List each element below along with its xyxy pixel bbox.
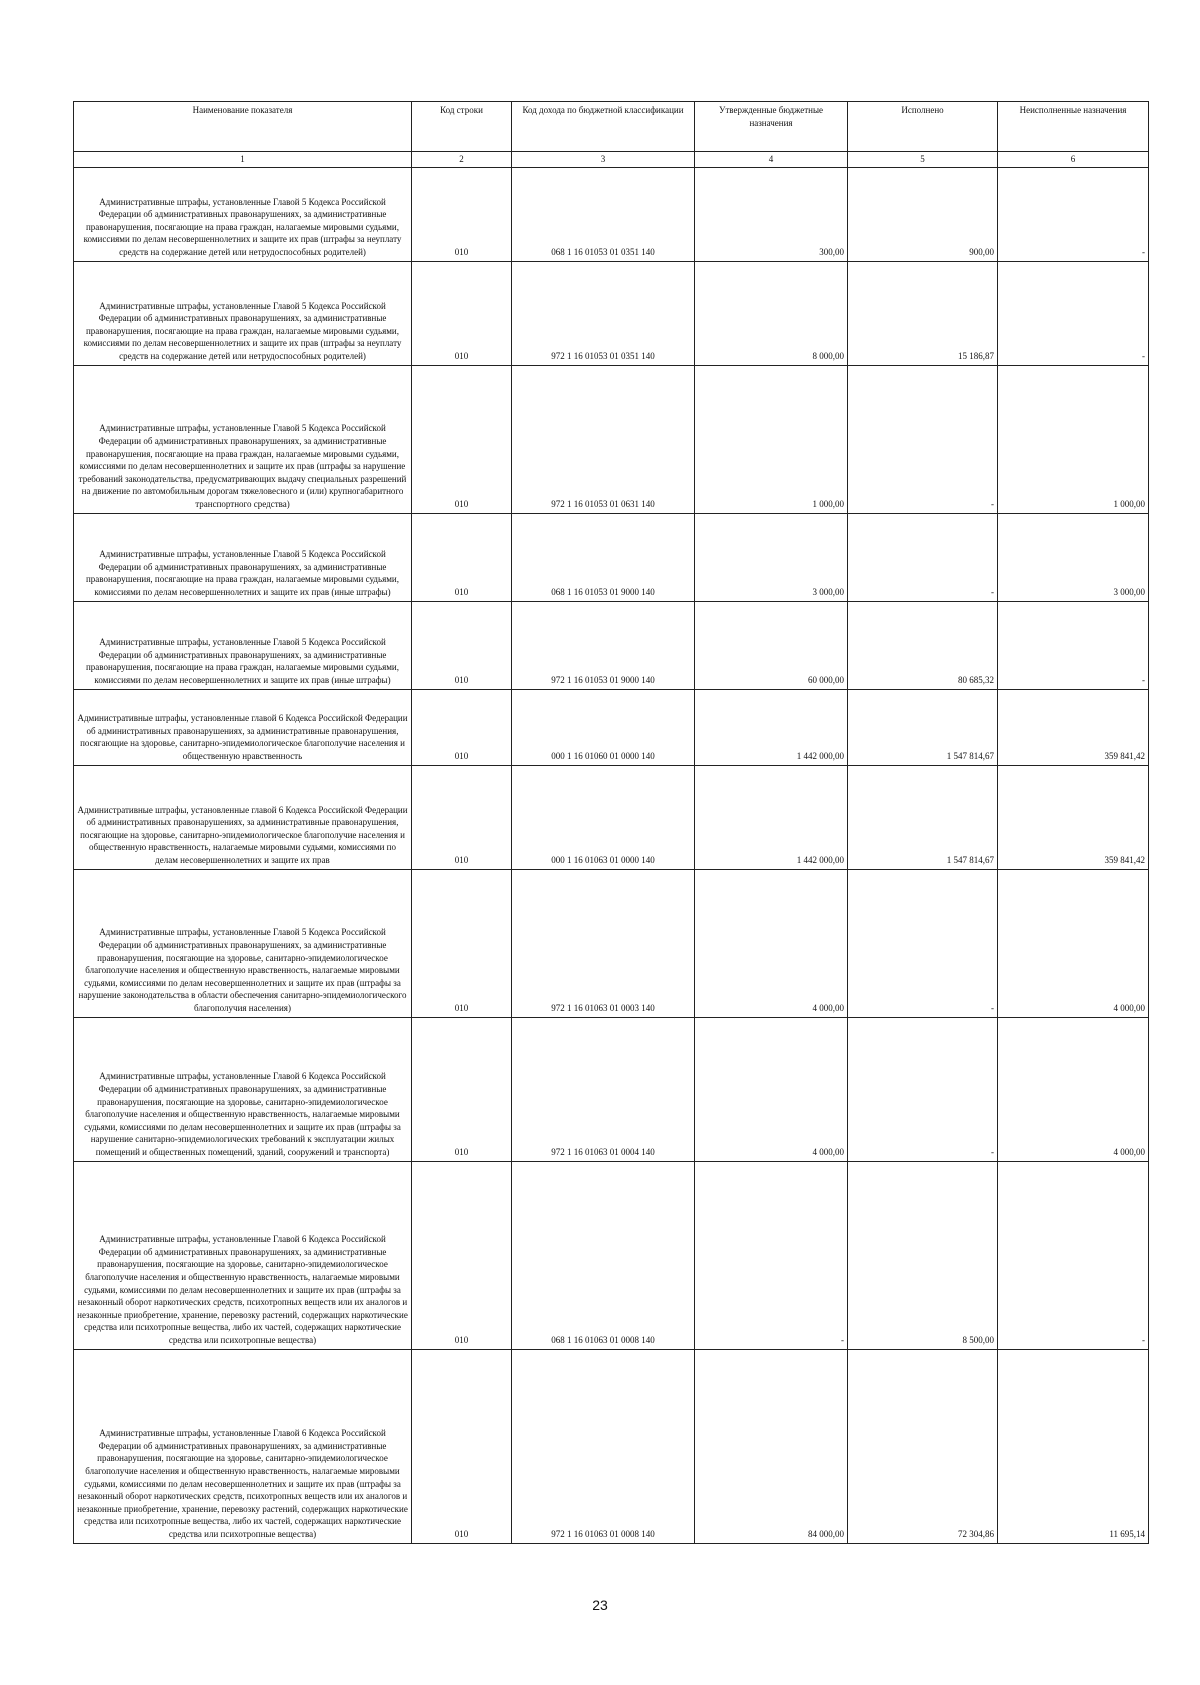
indicator-name: Административные штрафы, установленные Главой 6 Кодекса Российской Федерации об административных правонарушениях, за административные правонарушения, посягающие на здоровье, санитарно-эпидемиологическое благополучие населения и общественную нравственность, налагаемые мировыми судьями, комиссиями по делам несовершеннолетних и защите их прав (штрафы за незаконный оборот наркотических средств, психотропных веществ или их аналогов и незаконные приобретение, хранение, перевозку растений, содержащих наркотические средства или психотропные вещества, либо их частей, содержащих наркотические средства или психотропные вещества) <box>74 1349 412 1543</box>
table-row <box>74 1161 1149 1349</box>
unexecuted-amount: - <box>998 601 1149 689</box>
income-code: 068 1 16 01063 01 0008 140 <box>512 1161 695 1349</box>
income-code: 972 1 16 01063 01 0004 140 <box>512 1017 695 1161</box>
row-code: 010 <box>412 1349 512 1543</box>
table-row <box>74 365 1149 513</box>
executed-amount: 72 304,86 <box>848 1349 998 1543</box>
indicator-name: Административные штрафы, установленные главой 6 Кодекса Российской Федерации об административных правонарушениях, за административные правонарушения, посягающие на здоровье, санитарно-эпидемиологическое благополучие населения и общественную нравственность <box>74 689 412 765</box>
header-indicator-name: Наименование показателя <box>74 102 412 152</box>
executed-amount: - <box>848 869 998 1017</box>
indicator-name: Административные штрафы, установленные главой 6 Кодекса Российской Федерации об административных правонарушениях, за административные правонарушения, посягающие на здоровье, санитарно-эпидемиологическое благополучие населения и общественную нравственность, налагаемые мировыми судьями, комиссиями по делам несовершеннолетних и защите их прав <box>74 765 412 869</box>
approved-amount: 4 000,00 <box>695 1017 848 1161</box>
column-number: 2 <box>412 152 512 168</box>
indicator-name: Административные штрафы, установленные Главой 5 Кодекса Российской Федерации об административных правонарушениях, за административные правонарушения, посягающие на здоровье, санитарно-эпидемиологическое благополучие населения и общественную нравственность, налагаемые мировыми судьями, комиссиями по делам несовершеннолетних и защите их прав (штрафы за нарушение законодательства в области обеспечения санитарно-эпидемиологического благополучия населения) <box>74 869 412 1017</box>
table-row <box>74 869 1149 1017</box>
unexecuted-amount: 359 841,42 <box>998 765 1149 869</box>
income-code: 068 1 16 01053 01 9000 140 <box>512 513 695 601</box>
header-row-code: Код строки <box>412 102 512 152</box>
unexecuted-amount: 359 841,42 <box>998 689 1149 765</box>
table-row <box>74 513 1149 601</box>
approved-amount: 1 000,00 <box>695 365 848 513</box>
approved-amount: 1 442 000,00 <box>695 689 848 765</box>
approved-amount: 3 000,00 <box>695 513 848 601</box>
unexecuted-amount: 3 000,00 <box>998 513 1149 601</box>
row-code: 010 <box>412 167 512 261</box>
unexecuted-amount: 4 000,00 <box>998 869 1149 1017</box>
executed-amount: 80 685,32 <box>848 601 998 689</box>
income-code: 000 1 16 01060 01 0000 140 <box>512 689 695 765</box>
budget-execution-table <box>73 101 1149 1544</box>
income-code: 972 1 16 01053 01 9000 140 <box>512 601 695 689</box>
unexecuted-amount: - <box>998 167 1149 261</box>
approved-amount: 84 000,00 <box>695 1349 848 1543</box>
indicator-name: Административные штрафы, установленные Главой 5 Кодекса Российской Федерации об административных правонарушениях, за административные правонарушения, посягающие на права граждан, налагаемые мировыми судьями, комиссиями по делам несовершеннолетних и защите их прав (иные штрафы) <box>74 601 412 689</box>
row-code: 010 <box>412 365 512 513</box>
executed-amount: - <box>848 365 998 513</box>
unexecuted-amount: - <box>998 1161 1149 1349</box>
income-code: 972 1 16 01053 01 0351 140 <box>512 261 695 365</box>
executed-amount: 15 186,87 <box>848 261 998 365</box>
unexecuted-amount: 11 695,14 <box>998 1349 1149 1543</box>
approved-amount: 60 000,00 <box>695 601 848 689</box>
row-code: 010 <box>412 261 512 365</box>
header-income-code: Код дохода по бюджетной классификации <box>512 102 695 152</box>
executed-amount: 1 547 814,67 <box>848 765 998 869</box>
table-row <box>74 167 1149 261</box>
income-code: 972 1 16 01063 01 0008 140 <box>512 1349 695 1543</box>
income-code: 972 1 16 01053 01 0631 140 <box>512 365 695 513</box>
unexecuted-amount: 1 000,00 <box>998 365 1149 513</box>
header-approved: Утвержденные бюджетные назначения <box>695 102 848 152</box>
unexecuted-amount: 4 000,00 <box>998 1017 1149 1161</box>
column-number: 4 <box>695 152 848 168</box>
column-number: 1 <box>74 152 412 168</box>
executed-amount: - <box>848 1017 998 1161</box>
income-code: 068 1 16 01053 01 0351 140 <box>512 167 695 261</box>
column-number: 6 <box>998 152 1149 168</box>
row-code: 010 <box>412 689 512 765</box>
indicator-name: Административные штрафы, установленные Главой 6 Кодекса Российской Федерации об административных правонарушениях, за административные правонарушения, посягающие на здоровье, санитарно-эпидемиологическое благополучие населения и общественную нравственность, налагаемые мировыми судьями, комиссиями по делам несовершеннолетних и защите их прав (штрафы за незаконный оборот наркотических средств, психотропных веществ или их аналогов и незаконные приобретение, хранение, перевозку растений, содержащих наркотические средства или психотропные вещества, либо их частей, содержащих наркотические средства или психотропные вещества) <box>74 1161 412 1349</box>
column-number-row <box>74 152 1149 168</box>
income-code: 972 1 16 01063 01 0003 140 <box>512 869 695 1017</box>
table-row <box>74 1017 1149 1161</box>
header-row <box>74 102 1149 152</box>
table-row <box>74 261 1149 365</box>
indicator-name: Административные штрафы, установленные Главой 5 Кодекса Российской Федерации об административных правонарушениях, за административные правонарушения, посягающие на права граждан, налагаемые мировыми судьями, комиссиями по делам несовершеннолетних и защите их прав (штрафы за неуплату средств на содержание детей или нетрудоспособных родителей) <box>74 167 412 261</box>
unexecuted-amount: - <box>998 261 1149 365</box>
approved-amount: - <box>695 1161 848 1349</box>
approved-amount: 4 000,00 <box>695 869 848 1017</box>
row-code: 010 <box>412 1161 512 1349</box>
row-code: 010 <box>412 765 512 869</box>
table-row <box>74 1349 1149 1543</box>
table-row <box>74 689 1149 765</box>
executed-amount: 900,00 <box>848 167 998 261</box>
income-code: 000 1 16 01063 01 0000 140 <box>512 765 695 869</box>
executed-amount: 1 547 814,67 <box>848 689 998 765</box>
row-code: 010 <box>412 601 512 689</box>
indicator-name: Административные штрафы, установленные Главой 5 Кодекса Российской Федерации об административных правонарушениях, за административные правонарушения, посягающие на права граждан, налагаемые мировыми судьями, комиссиями по делам несовершеннолетних и защите их прав (штрафы за неуплату средств на содержание детей или нетрудоспособных родителей) <box>74 261 412 365</box>
executed-amount: 8 500,00 <box>848 1161 998 1349</box>
approved-amount: 8 000,00 <box>695 261 848 365</box>
header-executed: Исполнено <box>848 102 998 152</box>
row-code: 010 <box>412 1017 512 1161</box>
indicator-name: Административные штрафы, установленные Главой 5 Кодекса Российской Федерации об административных правонарушениях, за административные правонарушения, посягающие на права граждан, налагаемые мировыми судьями, комиссиями по делам несовершеннолетних и защите их прав (штрафы за нарушение требований законодательства, предусматривающих выдачу специальных разрешений на движение по автомобильным дорогам тяжеловесного и (или) крупногабаритного транспортного средства) <box>74 365 412 513</box>
table-row <box>74 765 1149 869</box>
row-code: 010 <box>412 869 512 1017</box>
indicator-name: Административные штрафы, установленные Главой 6 Кодекса Российской Федерации об административных правонарушениях, за административные правонарушения, посягающие на здоровье, санитарно-эпидемиологическое благополучие населения и общественную нравственность, налагаемые мировыми судьями, комиссиями по делам несовершеннолетних и защите их прав (штрафы за нарушение санитарно-эпидемиологических требований к эксплуатации жилых помещений и общественных помещений, зданий, сооружений и транспорта) <box>74 1017 412 1161</box>
column-number: 5 <box>848 152 998 168</box>
row-code: 010 <box>412 513 512 601</box>
page-number: 23 <box>592 1597 608 1613</box>
executed-amount: - <box>848 513 998 601</box>
column-number: 3 <box>512 152 695 168</box>
indicator-name: Административные штрафы, установленные Главой 5 Кодекса Российской Федерации об административных правонарушениях, за административные правонарушения, посягающие на права граждан, налагаемые мировыми судьями, комиссиями по делам несовершеннолетних и защите их прав (иные штрафы) <box>74 513 412 601</box>
header-unexecuted: Неисполненные назначения <box>998 102 1149 152</box>
approved-amount: 300,00 <box>695 167 848 261</box>
approved-amount: 1 442 000,00 <box>695 765 848 869</box>
table-row <box>74 601 1149 689</box>
